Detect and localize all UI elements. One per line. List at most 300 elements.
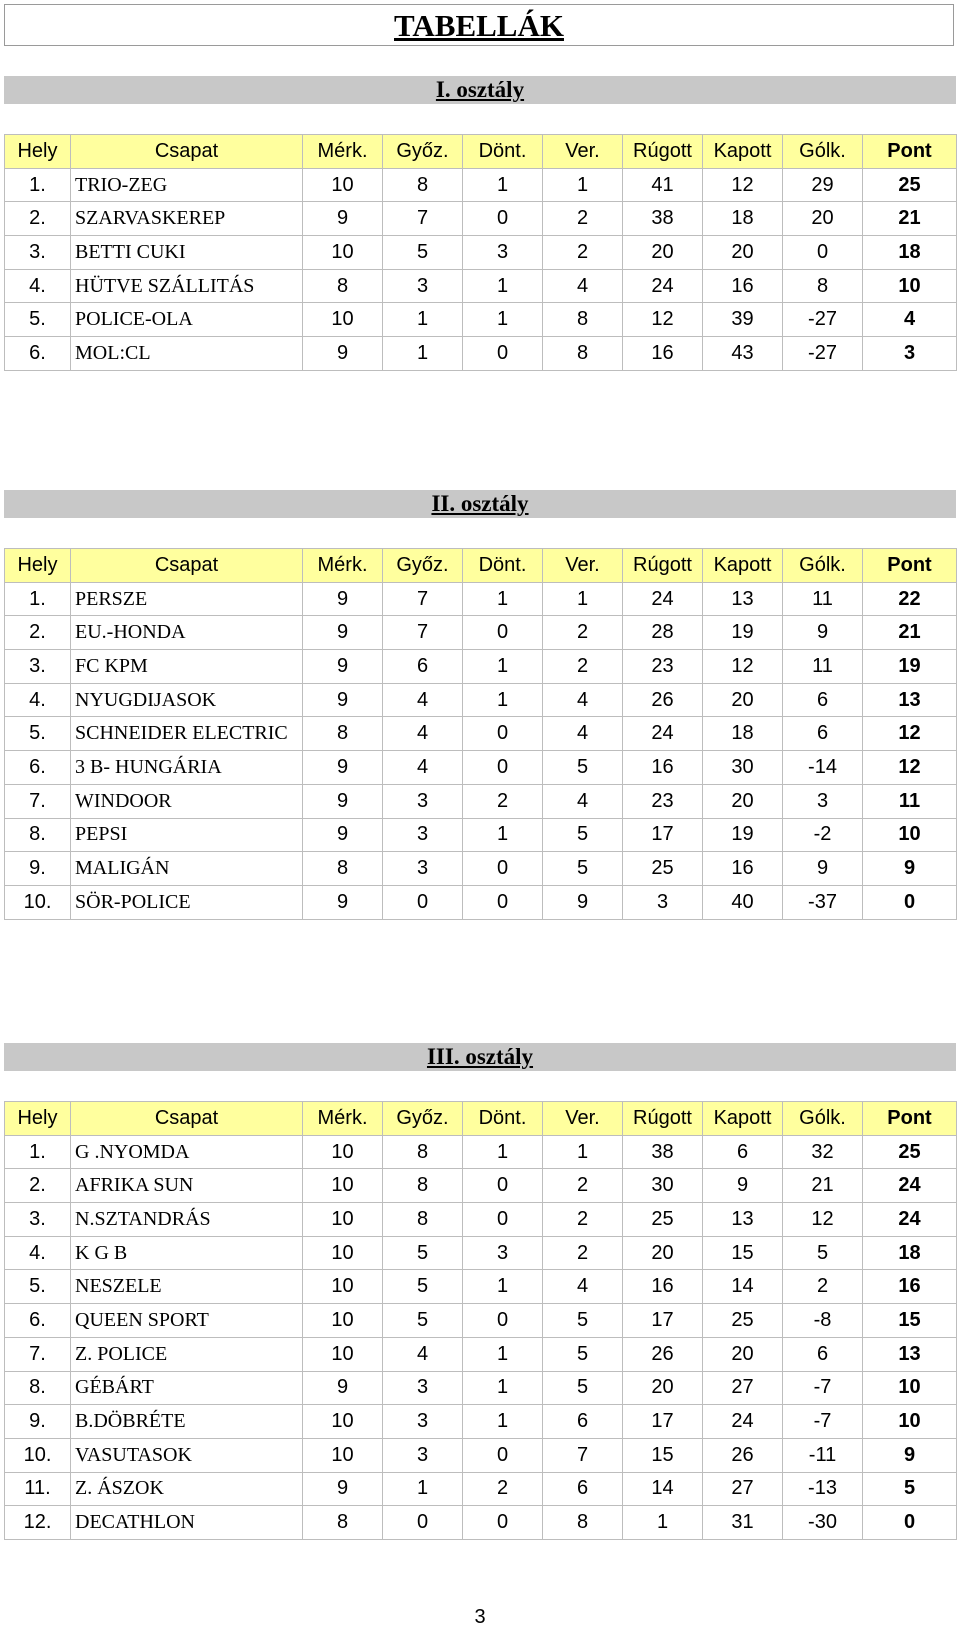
team-name: MOL:CL: [71, 337, 303, 371]
stat-cell: 6: [703, 1135, 783, 1169]
stat-cell: 2: [463, 784, 543, 818]
stat-cell: 10: [303, 168, 383, 202]
stat-cell: 7: [383, 582, 463, 616]
stat-cell: 7: [383, 202, 463, 236]
stat-cell: 32: [783, 1135, 863, 1169]
stat-cell: -13: [783, 1472, 863, 1506]
rank-cell: 12.: [5, 1506, 71, 1540]
stat-cell: 10: [303, 1304, 383, 1338]
team-name: SÖR-POLICE: [71, 885, 303, 919]
stat-cell: 39: [703, 303, 783, 337]
page-title: TABELLÁK: [4, 4, 954, 46]
stat-cell: 19: [863, 650, 957, 684]
column-header: Csapat: [71, 135, 303, 169]
column-header: Győz.: [383, 549, 463, 583]
stat-cell: 10: [303, 1135, 383, 1169]
stat-cell: 6: [783, 717, 863, 751]
stat-cell: 3: [383, 1371, 463, 1405]
stat-cell: 14: [623, 1472, 703, 1506]
stat-cell: 12: [863, 717, 957, 751]
division-3: [4, 1043, 956, 1540]
table-row: [5, 168, 957, 202]
stat-cell: 18: [703, 717, 783, 751]
table-row: [5, 717, 957, 751]
stat-cell: 1: [463, 269, 543, 303]
column-header: Pont: [863, 549, 957, 583]
stat-cell: 40: [703, 885, 783, 919]
stat-cell: 9: [863, 1438, 957, 1472]
stat-cell: 1: [463, 1135, 543, 1169]
stat-cell: 5: [383, 1270, 463, 1304]
stat-cell: 3: [383, 1405, 463, 1439]
stat-cell: 9: [783, 616, 863, 650]
stat-cell: 8: [383, 168, 463, 202]
stat-cell: 3: [383, 269, 463, 303]
stat-cell: 1: [623, 1506, 703, 1540]
stat-cell: 1: [463, 168, 543, 202]
stat-cell: 41: [623, 168, 703, 202]
table-row: [5, 269, 957, 303]
stat-cell: 30: [623, 1169, 703, 1203]
stat-cell: 9: [303, 1371, 383, 1405]
stat-cell: 19: [703, 616, 783, 650]
column-header: Ver.: [543, 549, 623, 583]
stat-cell: 0: [463, 717, 543, 751]
table-row: [5, 337, 957, 371]
stat-cell: 2: [783, 1270, 863, 1304]
stat-cell: 0: [463, 616, 543, 650]
stat-cell: 8: [383, 1169, 463, 1203]
stat-cell: 1: [463, 818, 543, 852]
stat-cell: 8: [543, 337, 623, 371]
table-row: [5, 1506, 957, 1540]
stat-cell: 0: [463, 1169, 543, 1203]
stat-cell: 0: [463, 1203, 543, 1237]
rank-cell: 5.: [5, 303, 71, 337]
table-row: [5, 1270, 957, 1304]
rank-cell: 6.: [5, 751, 71, 785]
table-row: [5, 852, 957, 886]
stat-cell: -30: [783, 1506, 863, 1540]
stat-cell: 0: [463, 337, 543, 371]
stat-cell: 10: [303, 303, 383, 337]
stat-cell: 5: [383, 1236, 463, 1270]
table-row: [5, 751, 957, 785]
stat-cell: 3: [863, 337, 957, 371]
stat-cell: 13: [703, 1203, 783, 1237]
table-row: [5, 784, 957, 818]
stat-cell: 9: [303, 582, 383, 616]
column-header: Gólk.: [783, 1102, 863, 1136]
rank-cell: 7.: [5, 1337, 71, 1371]
stat-cell: 2: [463, 1472, 543, 1506]
stat-cell: 4: [383, 751, 463, 785]
rank-cell: 10.: [5, 1438, 71, 1472]
header-row: [5, 135, 957, 169]
stat-cell: 8: [783, 269, 863, 303]
stat-cell: 8: [303, 852, 383, 886]
division-2: [4, 490, 956, 920]
stat-cell: 20: [623, 1236, 703, 1270]
stat-cell: 10: [303, 236, 383, 270]
stat-cell: -27: [783, 303, 863, 337]
stat-cell: 9: [783, 852, 863, 886]
column-header: Kapott: [703, 549, 783, 583]
stat-cell: 16: [623, 337, 703, 371]
rank-cell: 2.: [5, 1169, 71, 1203]
stat-cell: 6: [783, 1337, 863, 1371]
stat-cell: 5: [383, 236, 463, 270]
team-name: POLICE-OLA: [71, 303, 303, 337]
stat-cell: 0: [863, 885, 957, 919]
stat-cell: 12: [623, 303, 703, 337]
stat-cell: 19: [703, 818, 783, 852]
stat-cell: -14: [783, 751, 863, 785]
team-name: NESZELE: [71, 1270, 303, 1304]
stat-cell: 1: [463, 683, 543, 717]
stat-cell: 5: [863, 1472, 957, 1506]
column-header: Dönt.: [463, 549, 543, 583]
stat-cell: -7: [783, 1371, 863, 1405]
stat-cell: 18: [863, 1236, 957, 1270]
stat-cell: 0: [463, 1506, 543, 1540]
header-row: [5, 1102, 957, 1136]
stat-cell: 12: [863, 751, 957, 785]
stat-cell: 10: [863, 1371, 957, 1405]
stat-cell: -2: [783, 818, 863, 852]
rank-cell: 10.: [5, 885, 71, 919]
stat-cell: 6: [783, 683, 863, 717]
stat-cell: 0: [783, 236, 863, 270]
stat-cell: 10: [303, 1337, 383, 1371]
rank-cell: 7.: [5, 784, 71, 818]
stat-cell: 7: [383, 616, 463, 650]
team-name: EU.-HONDA: [71, 616, 303, 650]
division-1: [4, 76, 956, 371]
rank-cell: 11.: [5, 1472, 71, 1506]
table-row: [5, 818, 957, 852]
stat-cell: 8: [303, 269, 383, 303]
stat-cell: 12: [703, 650, 783, 684]
stat-cell: 1: [543, 1135, 623, 1169]
table-row: [5, 616, 957, 650]
page-number: 3: [474, 1606, 486, 1628]
table-row: [5, 1405, 957, 1439]
rank-cell: 5.: [5, 717, 71, 751]
stat-cell: 4: [543, 784, 623, 818]
stat-cell: 16: [703, 852, 783, 886]
stat-cell: 12: [783, 1203, 863, 1237]
rank-cell: 4.: [5, 1236, 71, 1270]
team-name: G .NYOMDA: [71, 1135, 303, 1169]
stat-cell: 21: [783, 1169, 863, 1203]
team-name: PERSZE: [71, 582, 303, 616]
stat-cell: 5: [543, 1337, 623, 1371]
team-name: TRIO-ZEG: [71, 168, 303, 202]
stat-cell: 9: [303, 1472, 383, 1506]
stat-cell: 2: [543, 1169, 623, 1203]
stat-cell: 8: [383, 1135, 463, 1169]
stat-cell: 8: [543, 303, 623, 337]
team-name: HÜTVE SZÁLLITÁS: [71, 269, 303, 303]
stat-cell: 26: [623, 683, 703, 717]
stat-cell: 43: [703, 337, 783, 371]
stat-cell: 11: [783, 650, 863, 684]
stat-cell: 1: [463, 582, 543, 616]
stat-cell: 3: [383, 852, 463, 886]
stat-cell: 8: [383, 1203, 463, 1237]
stat-cell: 9: [303, 683, 383, 717]
stat-cell: 5: [543, 852, 623, 886]
table-row: [5, 1135, 957, 1169]
table-row: [5, 885, 957, 919]
stat-cell: 20: [703, 784, 783, 818]
stat-cell: 13: [863, 683, 957, 717]
team-name: MALIGÁN: [71, 852, 303, 886]
team-name: AFRIKA SUN: [71, 1169, 303, 1203]
team-name: VASUTASOK: [71, 1438, 303, 1472]
stat-cell: 24: [623, 582, 703, 616]
stat-cell: 20: [703, 1337, 783, 1371]
stat-cell: 3: [463, 1236, 543, 1270]
stat-cell: -27: [783, 337, 863, 371]
stat-cell: 1: [543, 582, 623, 616]
stat-cell: 4: [543, 683, 623, 717]
stat-cell: 4: [383, 683, 463, 717]
stat-cell: 16: [863, 1270, 957, 1304]
stat-cell: 12: [703, 168, 783, 202]
stat-cell: 1: [463, 650, 543, 684]
team-name: PEPSI: [71, 818, 303, 852]
stat-cell: 30: [703, 751, 783, 785]
team-name: B.DÖBRÉTE: [71, 1405, 303, 1439]
stat-cell: 7: [543, 1438, 623, 1472]
stat-cell: 14: [703, 1270, 783, 1304]
rank-cell: 2.: [5, 202, 71, 236]
stat-cell: -11: [783, 1438, 863, 1472]
team-name: BETTI CUKI: [71, 236, 303, 270]
column-header: Dönt.: [463, 1102, 543, 1136]
stat-cell: 16: [703, 269, 783, 303]
team-name: SZARVASKEREP: [71, 202, 303, 236]
rank-cell: 5.: [5, 1270, 71, 1304]
stat-cell: 10: [303, 1438, 383, 1472]
stat-cell: 10: [863, 269, 957, 303]
stat-cell: 0: [863, 1506, 957, 1540]
column-header: Hely: [5, 549, 71, 583]
rank-cell: 3.: [5, 236, 71, 270]
stat-cell: 10: [303, 1405, 383, 1439]
stat-cell: 4: [863, 303, 957, 337]
column-header: Dönt.: [463, 135, 543, 169]
stat-cell: 1: [383, 337, 463, 371]
stat-cell: 9: [303, 818, 383, 852]
stat-cell: 0: [463, 1304, 543, 1338]
team-name: 3 B- HUNGÁRIA: [71, 751, 303, 785]
stat-cell: 6: [543, 1405, 623, 1439]
stat-cell: 20: [783, 202, 863, 236]
stat-cell: 3: [383, 818, 463, 852]
team-name: SCHNEIDER ELECTRIC: [71, 717, 303, 751]
rank-cell: 3.: [5, 650, 71, 684]
table-row: [5, 1203, 957, 1237]
stat-cell: 24: [703, 1405, 783, 1439]
column-header: Pont: [863, 135, 957, 169]
rank-cell: 4.: [5, 269, 71, 303]
stat-cell: 31: [703, 1506, 783, 1540]
stat-cell: 10: [303, 1203, 383, 1237]
stat-cell: 23: [623, 650, 703, 684]
stat-cell: 4: [543, 1270, 623, 1304]
stat-cell: 2: [543, 616, 623, 650]
stat-cell: 1: [463, 1337, 543, 1371]
stat-cell: 1: [543, 168, 623, 202]
stat-cell: 0: [463, 852, 543, 886]
stat-cell: 5: [783, 1236, 863, 1270]
column-header: Rúgott: [623, 549, 703, 583]
stat-cell: 20: [703, 236, 783, 270]
stat-cell: 24: [623, 717, 703, 751]
stat-cell: -8: [783, 1304, 863, 1338]
stat-cell: 2: [543, 1236, 623, 1270]
rank-cell: 6.: [5, 337, 71, 371]
stat-cell: 16: [623, 751, 703, 785]
stat-cell: 17: [623, 1304, 703, 1338]
stat-cell: 17: [623, 1405, 703, 1439]
stat-cell: 9: [303, 650, 383, 684]
stat-cell: 29: [783, 168, 863, 202]
column-header: Kapott: [703, 135, 783, 169]
stat-cell: 9: [863, 852, 957, 886]
stat-cell: 20: [703, 683, 783, 717]
standings-table: [4, 134, 957, 371]
team-name: GÉBÁRT: [71, 1371, 303, 1405]
stat-cell: 38: [623, 202, 703, 236]
stat-cell: 8: [543, 1506, 623, 1540]
stat-cell: 4: [383, 717, 463, 751]
stat-cell: 16: [623, 1270, 703, 1304]
stat-cell: 0: [383, 1506, 463, 1540]
stat-cell: 3: [783, 784, 863, 818]
stat-cell: 3: [463, 236, 543, 270]
stat-cell: 18: [703, 202, 783, 236]
table-row: [5, 1438, 957, 1472]
stat-cell: 9: [303, 202, 383, 236]
stat-cell: 0: [383, 885, 463, 919]
stat-cell: 9: [703, 1169, 783, 1203]
stat-cell: 0: [463, 1438, 543, 1472]
stat-cell: 15: [623, 1438, 703, 1472]
column-header: Rúgott: [623, 135, 703, 169]
team-name: N.SZTANDRÁS: [71, 1203, 303, 1237]
column-header: Gólk.: [783, 135, 863, 169]
column-header: Csapat: [71, 549, 303, 583]
stat-cell: 5: [543, 1304, 623, 1338]
stat-cell: 13: [703, 582, 783, 616]
stat-cell: 21: [863, 202, 957, 236]
column-header: Győz.: [383, 1102, 463, 1136]
table-row: [5, 1304, 957, 1338]
stat-cell: 0: [463, 202, 543, 236]
rank-cell: 2.: [5, 616, 71, 650]
rank-cell: 4.: [5, 683, 71, 717]
column-header: Hely: [5, 1102, 71, 1136]
stat-cell: 0: [463, 751, 543, 785]
stat-cell: 9: [303, 337, 383, 371]
stat-cell: 2: [543, 1203, 623, 1237]
team-name: DECATHLON: [71, 1506, 303, 1540]
column-header: Rúgott: [623, 1102, 703, 1136]
stat-cell: 27: [703, 1371, 783, 1405]
stat-cell: -37: [783, 885, 863, 919]
stat-cell: 11: [863, 784, 957, 818]
division-title: III. osztály: [4, 1043, 956, 1071]
stat-cell: 17: [623, 818, 703, 852]
stat-cell: 10: [863, 1405, 957, 1439]
stat-cell: 22: [863, 582, 957, 616]
stat-cell: 25: [863, 1135, 957, 1169]
stat-cell: 13: [863, 1337, 957, 1371]
stat-cell: 2: [543, 202, 623, 236]
table-row: [5, 650, 957, 684]
team-name: Z. POLICE: [71, 1337, 303, 1371]
column-header: Hely: [5, 135, 71, 169]
stat-cell: 10: [863, 818, 957, 852]
stat-cell: 38: [623, 1135, 703, 1169]
stat-cell: 6: [543, 1472, 623, 1506]
team-name: FC KPM: [71, 650, 303, 684]
stat-cell: 3: [383, 1438, 463, 1472]
stat-cell: 8: [303, 717, 383, 751]
table-row: [5, 1371, 957, 1405]
stat-cell: 26: [623, 1337, 703, 1371]
header-row: [5, 549, 957, 583]
stat-cell: -7: [783, 1405, 863, 1439]
stat-cell: 23: [623, 784, 703, 818]
standings-table: [4, 1101, 957, 1540]
rank-cell: 1.: [5, 582, 71, 616]
table-row: [5, 1472, 957, 1506]
stat-cell: 3: [383, 784, 463, 818]
column-header: Csapat: [71, 1102, 303, 1136]
table-row: [5, 1236, 957, 1270]
stat-cell: 1: [383, 303, 463, 337]
stat-cell: 4: [543, 717, 623, 751]
division-title: I. osztály: [4, 76, 956, 104]
stat-cell: 1: [383, 1472, 463, 1506]
stat-cell: 10: [303, 1169, 383, 1203]
stat-cell: 9: [303, 784, 383, 818]
stat-cell: 20: [623, 236, 703, 270]
stat-cell: 5: [543, 751, 623, 785]
stat-cell: 24: [863, 1203, 957, 1237]
stat-cell: 18: [863, 236, 957, 270]
stat-cell: 27: [703, 1472, 783, 1506]
stat-cell: 5: [543, 1371, 623, 1405]
column-header: Győz.: [383, 135, 463, 169]
rank-cell: 1.: [5, 1135, 71, 1169]
stat-cell: 5: [383, 1304, 463, 1338]
stat-cell: 2: [543, 236, 623, 270]
stat-cell: 24: [623, 269, 703, 303]
stat-cell: 25: [623, 1203, 703, 1237]
stat-cell: 26: [703, 1438, 783, 1472]
stat-cell: 25: [623, 852, 703, 886]
stat-cell: 10: [303, 1270, 383, 1304]
stat-cell: 11: [783, 582, 863, 616]
stat-cell: 28: [623, 616, 703, 650]
table-row: [5, 202, 957, 236]
